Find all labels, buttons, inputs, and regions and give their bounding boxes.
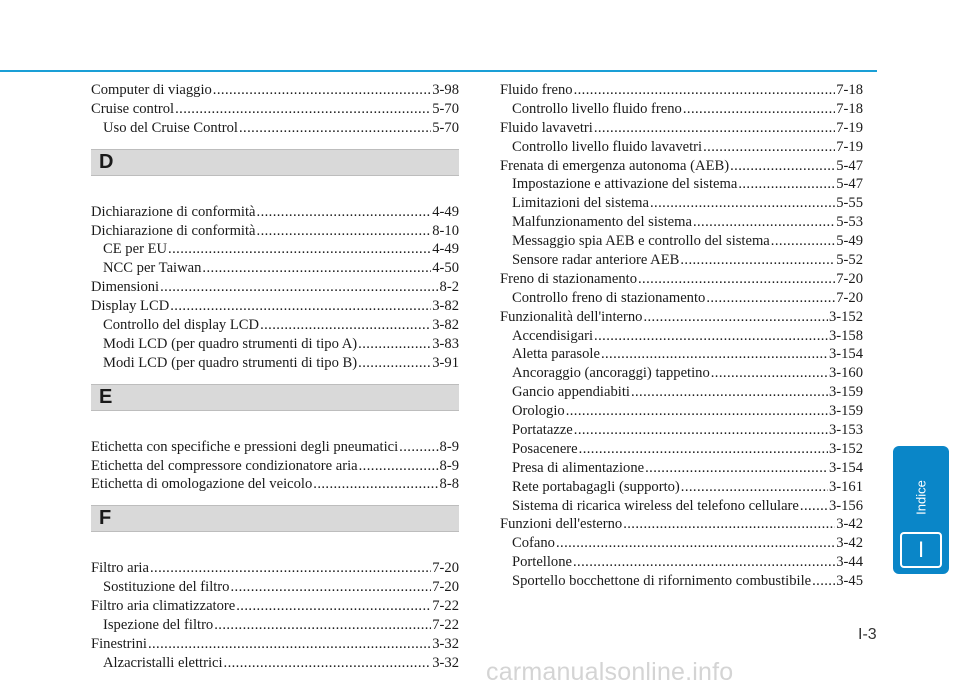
- entry-title: Funzionalità dell'interno: [500, 308, 643, 325]
- dot-leader: [170, 297, 431, 316]
- dot-leader: [213, 81, 431, 100]
- index-entry[interactable]: [91, 222, 459, 241]
- entry-page: 3-154: [828, 346, 863, 363]
- index-subentry[interactable]: [91, 240, 459, 259]
- dot-leader: [594, 327, 828, 346]
- index-entry[interactable]: [500, 119, 863, 138]
- entry-page: 5-55: [836, 195, 863, 212]
- index-group-c: [91, 81, 459, 138]
- entry-page: 3-159: [828, 384, 863, 401]
- entry-page: 3-32: [432, 654, 459, 671]
- index-group-d: [91, 203, 459, 373]
- entry-title: Impostazione e attivazione del sistema: [512, 176, 738, 193]
- entry-title: Dimensioni: [91, 279, 160, 296]
- entry-title: NCC per Taiwan: [103, 260, 202, 277]
- entry-page: 8-8: [439, 476, 459, 493]
- dot-leader: [260, 316, 431, 335]
- entry-title: Controllo livello fluido freno: [512, 100, 682, 117]
- entry-title: Funzioni dell'esterno: [500, 516, 623, 533]
- entry-page: 3-42: [836, 516, 863, 533]
- entry-title: Portatazze: [512, 422, 573, 439]
- entry-title: Dichiarazione di conformità: [91, 222, 256, 239]
- index-entry[interactable]: [91, 475, 459, 494]
- dot-leader: [594, 119, 835, 138]
- entry-title: Computer di viaggio: [91, 81, 212, 98]
- dot-leader: [556, 534, 835, 553]
- entry-page: 5-47: [836, 176, 863, 193]
- dot-leader: [650, 194, 835, 213]
- index-entry[interactable]: [500, 308, 863, 327]
- dot-leader: [358, 335, 431, 354]
- index-subentry[interactable]: [500, 572, 863, 591]
- entry-title: Sensore radar anteriore AEB: [512, 252, 680, 268]
- entry-title: Malfunzionamento del sistema: [512, 214, 692, 231]
- entry-page: 8-9: [439, 457, 459, 474]
- dot-leader: [631, 383, 828, 402]
- entry-page: 7-20: [432, 560, 459, 577]
- entry-title: Frenata di emergenza autonoma (AEB): [500, 157, 730, 174]
- dot-leader: [257, 203, 432, 222]
- index-entry[interactable]: [91, 438, 459, 457]
- entry-page: 5-53: [836, 214, 863, 231]
- entry-page: 3-44: [836, 554, 863, 571]
- letter-heading-e: [91, 384, 459, 411]
- index-subentry[interactable]: [500, 213, 863, 232]
- entry-page: 3-83: [432, 335, 459, 352]
- dot-leader: [579, 440, 828, 459]
- index-subentry[interactable]: [500, 459, 863, 478]
- entry-title: Aletta parasole: [512, 346, 600, 363]
- entry-page: 7-18: [836, 81, 863, 98]
- entry-page: 3-158: [828, 327, 863, 344]
- index-entry[interactable]: [91, 597, 459, 616]
- index-subentry[interactable]: [500, 194, 863, 213]
- dot-leader: [638, 270, 835, 289]
- entry-page: 8-10: [432, 222, 459, 239]
- dot-leader: [573, 553, 835, 572]
- index-subentry[interactable]: [500, 440, 863, 459]
- entry-page: 5-70: [432, 119, 459, 136]
- index-entry[interactable]: [500, 81, 863, 100]
- entry-title: Modi LCD (per quadro strumenti di tipo B): [103, 354, 358, 371]
- entry-title: Etichetta di omologazione del veicolo: [91, 476, 313, 493]
- entry-title: Filtro aria: [91, 560, 149, 577]
- index-subentry[interactable]: [500, 289, 863, 308]
- entry-page: 7-20: [432, 579, 459, 596]
- entry-title: Modi LCD (per quadro strumenti di tipo A): [103, 335, 358, 352]
- dot-leader: [680, 251, 835, 270]
- entry-page: 3-91: [432, 354, 459, 371]
- dot-leader: [230, 578, 431, 597]
- dot-leader: [730, 157, 835, 176]
- entry-title: Freno di stazionamento: [500, 270, 637, 287]
- index-subentry[interactable]: [91, 119, 459, 138]
- entry-title: Fluido freno: [500, 81, 573, 98]
- entry-page: 3-98: [432, 81, 459, 98]
- index-subentry[interactable]: [500, 402, 863, 421]
- letter-heading-f: [91, 505, 459, 532]
- entry-title: Fluido lavavetri: [500, 119, 593, 136]
- dot-leader: [175, 100, 431, 119]
- index-entry[interactable]: [91, 297, 459, 316]
- entry-title: Controllo freno di stazionamento: [512, 289, 706, 306]
- entry-title: Controllo livello fluido lavavetri: [512, 138, 703, 155]
- dot-leader: [574, 81, 836, 100]
- entry-title: Posacenere: [512, 440, 578, 457]
- index-entry[interactable]: [91, 559, 459, 578]
- entry-title: Sistema di ricarica wireless del telefono cellulare: [512, 497, 799, 514]
- entry-title: Cruise control: [91, 100, 175, 117]
- index-group-e: [91, 438, 459, 495]
- entry-page: 3-82: [432, 298, 459, 315]
- index-subentry[interactable]: [500, 364, 863, 383]
- dot-leader: [236, 597, 431, 616]
- entry-page: 7-19: [836, 119, 863, 136]
- index-subentry[interactable]: [500, 251, 863, 270]
- entry-page: 7-20: [836, 289, 863, 306]
- header-rule: [0, 70, 877, 72]
- dot-leader: [224, 654, 432, 673]
- dot-leader: [399, 438, 438, 457]
- entry-title: Dichiarazione di conformità: [91, 203, 256, 220]
- dot-leader: [693, 213, 835, 232]
- entry-page: 7-19: [836, 138, 863, 155]
- entry-title: Sportello bocchettone di rifornimento combustibile: [512, 573, 812, 590]
- index-subentry[interactable]: [500, 553, 863, 572]
- index-subentry[interactable]: [500, 100, 863, 119]
- entry-page: 7-22: [432, 617, 459, 634]
- dot-leader: [214, 616, 431, 635]
- entry-page: 3-42: [836, 535, 863, 552]
- entry-title: Accendisigari: [512, 327, 594, 344]
- index-subentry[interactable]: [500, 138, 863, 157]
- entry-page: 3-156: [828, 497, 863, 514]
- index-subentry[interactable]: [91, 616, 459, 635]
- dot-leader: [681, 478, 828, 497]
- entry-page: 3-154: [828, 459, 863, 476]
- dot-leader: [738, 175, 835, 194]
- index-entry[interactable]: [500, 157, 863, 176]
- entry-title: Display LCD: [91, 298, 170, 315]
- entry-title: Cofano: [512, 535, 555, 552]
- dot-leader: [358, 354, 431, 373]
- index-subentry[interactable]: [91, 259, 459, 278]
- dot-leader: [359, 457, 439, 476]
- entry-page: 7-22: [432, 598, 459, 615]
- entry-title: Rete portabagagli (supporto): [512, 478, 680, 495]
- entry-title: Alzacristalli elettrici: [103, 654, 223, 671]
- entry-page: 3-152: [828, 308, 863, 325]
- index-entry[interactable]: [91, 100, 459, 119]
- entry-page: 5-47: [836, 157, 863, 174]
- entry-page: 5-49: [836, 233, 863, 250]
- index-subentry[interactable]: [500, 421, 863, 440]
- dot-leader: [703, 138, 835, 157]
- dot-leader: [771, 232, 835, 251]
- index-subentry[interactable]: [91, 578, 459, 597]
- entry-page: 3-152: [828, 440, 863, 457]
- section-tab[interactable]: [893, 446, 949, 574]
- dot-leader: [645, 459, 828, 478]
- entry-page: 3-45: [836, 573, 863, 590]
- entry-title: Ancoraggio (ancoraggi) tappetino: [512, 365, 710, 382]
- dot-leader: [706, 289, 835, 308]
- letter-heading-text: F: [99, 507, 112, 530]
- dot-leader: [160, 278, 438, 297]
- entry-title: Etichetta del compressore condizionatore aria: [91, 457, 358, 474]
- index-subentry[interactable]: [91, 316, 459, 335]
- letter-heading-text: E: [99, 385, 113, 408]
- index-group-f: [91, 559, 459, 672]
- dot-leader: [683, 100, 835, 119]
- index-entry[interactable]: [91, 203, 459, 222]
- entry-title: Sostituzione del filtro: [103, 579, 230, 596]
- entry-title: Uso del Cruise Control: [103, 119, 238, 136]
- entry-title: Portellone: [512, 554, 572, 571]
- entry-page: 8-2: [439, 279, 459, 296]
- entry-page: 7-18: [836, 100, 863, 117]
- entry-page: 3-153: [828, 422, 863, 439]
- index-subentry[interactable]: [91, 354, 459, 373]
- dot-leader: [711, 364, 828, 383]
- entry-page: 5-70: [432, 100, 459, 117]
- entry-title: Messaggio spia AEB e controllo del sistema: [512, 233, 770, 250]
- dot-leader: [574, 421, 828, 440]
- index-entry[interactable]: [91, 278, 459, 297]
- index-subentry[interactable]: [500, 383, 863, 402]
- entry-page: 7-20: [836, 270, 863, 287]
- entry-title: Ispezione del filtro: [103, 617, 214, 634]
- entry-title: Orologio: [512, 403, 565, 420]
- index-column-right: [500, 81, 863, 591]
- entry-page: 4-50: [432, 260, 459, 277]
- index-subentry[interactable]: [500, 232, 863, 251]
- entry-page: 3-82: [432, 317, 459, 333]
- index-subentry[interactable]: [500, 327, 863, 346]
- watermark: carmanualsonline.info: [486, 658, 734, 686]
- index-subentry[interactable]: [500, 345, 863, 364]
- index-entry[interactable]: [500, 515, 863, 534]
- index-subentry[interactable]: [91, 654, 459, 673]
- dot-leader: [643, 308, 827, 327]
- index-subentry[interactable]: [500, 478, 863, 497]
- entry-page: 4-49: [432, 241, 459, 258]
- dot-leader: [566, 402, 828, 421]
- index-column-left: [91, 81, 459, 673]
- letter-heading-d: [91, 149, 459, 176]
- dot-leader: [812, 572, 835, 591]
- dot-leader: [202, 259, 431, 278]
- index-subentry[interactable]: [500, 175, 863, 194]
- entry-page: 3-160: [828, 365, 863, 382]
- entry-title: Limitazioni del sistema: [512, 195, 649, 212]
- entry-title: Presa di alimentazione: [512, 459, 645, 476]
- dot-leader: [257, 222, 432, 241]
- page-number: I-3: [858, 626, 877, 643]
- dot-leader: [150, 559, 431, 578]
- dot-leader: [148, 635, 431, 654]
- dot-leader: [800, 497, 828, 516]
- index-entry[interactable]: [91, 635, 459, 654]
- entry-title: Filtro aria climatizzatore: [91, 598, 236, 615]
- index-entry[interactable]: [91, 457, 459, 476]
- letter-heading-text: D: [99, 150, 114, 173]
- dot-leader: [313, 475, 438, 494]
- dot-leader: [623, 515, 835, 534]
- index-entry[interactable]: [91, 81, 459, 100]
- index-subentry[interactable]: [500, 534, 863, 553]
- section-tab-label: Indice: [913, 480, 929, 515]
- entry-page: 3-161: [828, 478, 863, 495]
- entry-page: 3-159: [828, 403, 863, 420]
- entry-title: Gancio appendiabiti: [512, 384, 630, 401]
- dot-leader: [601, 345, 828, 364]
- entry-title: Controllo del display LCD: [103, 317, 260, 333]
- dot-leader: [239, 119, 431, 138]
- entry-title: CE per EU: [103, 241, 168, 258]
- index-subentry[interactable]: [91, 335, 459, 354]
- entry-page: 3-32: [432, 635, 459, 652]
- dot-leader: [168, 240, 431, 259]
- entry-title: Finestrini: [91, 635, 147, 652]
- index-subentry[interactable]: [500, 497, 863, 516]
- section-tab-letter: I: [900, 532, 942, 568]
- entry-page: 5-52: [836, 252, 863, 268]
- entry-page: 8-9: [439, 438, 459, 455]
- entry-page: 4-49: [432, 203, 459, 220]
- entry-title: Etichetta con specifiche e pressioni degli pneumatici: [91, 438, 399, 455]
- index-entry[interactable]: [500, 270, 863, 289]
